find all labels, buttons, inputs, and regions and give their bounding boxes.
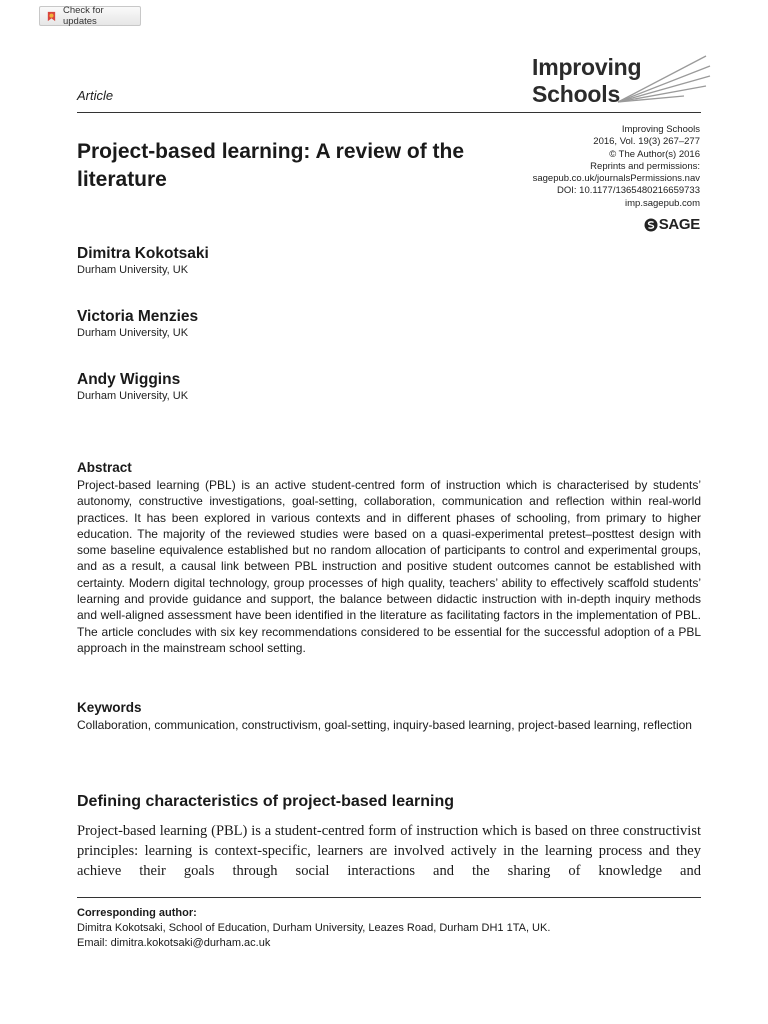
author-block	[77, 371, 188, 403]
footer-divider	[77, 897, 701, 898]
section-heading: Defining characteristics of project-based learning	[77, 793, 454, 810]
meta-copyright: © The Author(s) 2016	[609, 148, 700, 160]
abstract-heading: Abstract	[77, 460, 132, 475]
corresponding-author-email[interactable]: Email: dimitra.kokotsaki@durham.ac.uk	[77, 937, 271, 949]
meta-reprints: Reprints and permissions:	[590, 160, 700, 172]
journal-logo-line2: Schools	[532, 81, 621, 107]
author-name: Dimitra Kokotsaki	[77, 245, 209, 262]
author-block	[77, 245, 209, 277]
author-name: Victoria Menzies	[77, 308, 199, 325]
abstract-text: Project-based learning (PBL) is an active student-centred form of instruction which is characterised by students’ autonomy, constructive investigations, goal-setting, collaboration, communication and reflection within real-world practices. It has been explored in various contexts and in different phases of schooling, from primary to higher education. The majority of the reviewed studies were based on a quasi-experimental pretest–posttest design with some baseline equivalence established but no random allocation of participants to control and experimental groups, and as a result, a causal link between PBL instruction and positive student outcomes cannot be established with certainty. Modern digital technology, group processes of high quality, teachers’ ability to effectively scaffold students’ learning and provide guidance and support, the balance between didactic instruction with in-depth inquiry methods and well-aligned assessment have been identified in the literature as facilitating factors in the implementation of PBL. The article concludes with six key recommendations considered to be essential for the successful adoption of a PBL approach in the mainstream school setting.	[77, 478, 701, 655]
meta-volume: 2016, Vol. 19(3) 267–277	[593, 136, 700, 148]
meta-doi[interactable]: DOI: 10.1177/1365480216659733	[557, 185, 700, 197]
meta-permissions-link[interactable]: sagepub.co.uk/journalsPermissions.nav	[532, 173, 700, 185]
keywords-heading: Keywords	[77, 700, 142, 715]
corresponding-author-heading: Corresponding author:	[77, 907, 197, 919]
corresponding-author-address: Dimitra Kokotsaki, School of Education, Durham University, Leazes Road, Durham DH1 1TA, UK.	[77, 922, 551, 934]
corresponding-author	[77, 906, 550, 951]
article-type-label: Article	[77, 88, 114, 103]
journal-logo-line1: Improving	[532, 54, 642, 80]
author-block	[77, 308, 198, 340]
paper-title: Project-based learning: A review of the literature	[77, 140, 465, 191]
meta-journal: Improving Schools	[621, 124, 700, 135]
journal-logo	[532, 52, 712, 112]
header-divider	[77, 112, 701, 113]
sage-logo-text: SAGE	[658, 216, 700, 233]
author-affiliation: Durham University, UK	[77, 390, 189, 402]
publication-meta	[533, 124, 700, 210]
meta-site-link[interactable]: imp.sagepub.com	[625, 197, 700, 209]
keywords-text: Collaboration, communication, constructivism, goal-setting, inquiry-based learning, project-based learning, reflection	[77, 718, 692, 732]
check-for-updates-label: Check for updates	[62, 5, 104, 27]
sage-logo-icon	[644, 218, 658, 232]
check-for-updates-button[interactable]	[39, 6, 141, 26]
author-affiliation: Durham University, UK	[77, 264, 189, 276]
logo-rays-icon	[614, 52, 712, 110]
sage-logo	[644, 216, 700, 233]
crossmark-icon	[46, 11, 57, 22]
section-body-text: Project-based learning (PBL) is a student-centred form of instruction which is based on three constructivist principles: learning is context-specific, learners are involved actively in the learning process and they achieve their goals through social interactions and the sharing of knowledge and	[77, 823, 701, 879]
author-affiliation: Durham University, UK	[77, 327, 189, 339]
author-name: Andy Wiggins	[77, 371, 181, 388]
